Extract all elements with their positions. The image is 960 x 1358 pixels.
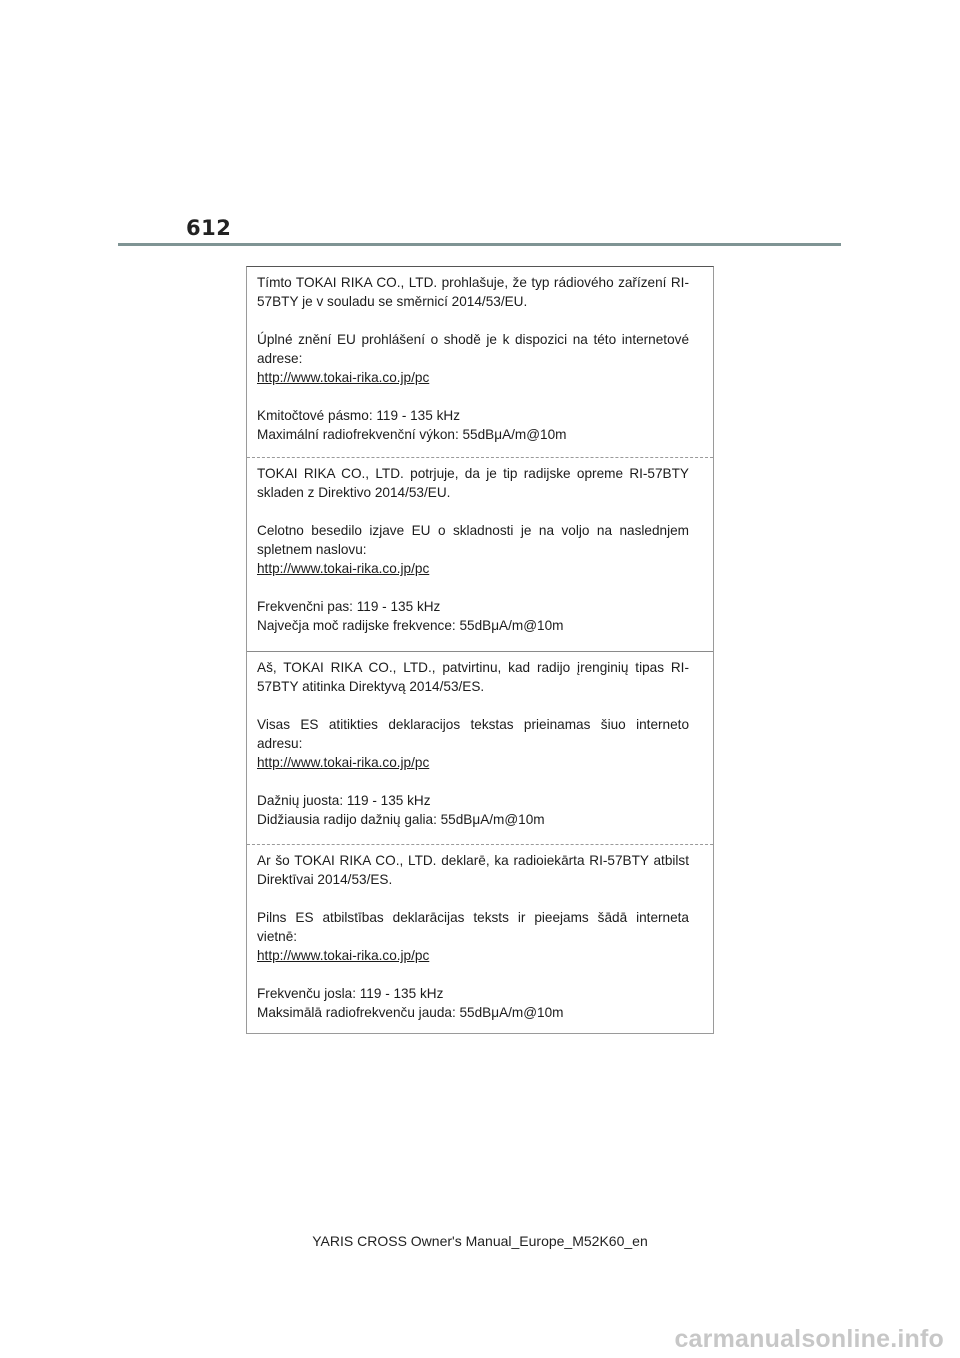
declaration-frame [246,266,714,1034]
declaration-statement: Tímto TOKAI RIKA CO., LTD. prohlašuje, že typ rádiového zařízení RI-57BTY je v souladu se směrnicí 2014/53/EU. [257,275,689,309]
frequency-band: Dažnių juosta: 119 - 135 kHz [257,793,431,808]
declaration-czech [247,267,713,457]
max-power: Maximální radiofrekvenční výkon: 55dBμA/m@10m [257,427,567,442]
frequency-band: Frekvenču josla: 119 - 135 kHz [257,986,444,1001]
page-number: 612 [186,216,232,240]
declaration-url-link[interactable]: http://www.tokai-rika.co.jp/pc [257,370,430,385]
declaration-fulltext-note: Celotno besedilo izjave EU o skladnosti je na voljo na naslednjem spletnem naslovu: [257,523,689,557]
manual-footer: YARIS CROSS Owner's Manual_Europe_M52K60_en [312,1233,648,1249]
max-power: Največja moč radijske frekvence: 55dBμA/m@10m [257,618,564,633]
max-power: Maksimālā radiofrekvenču jauda: 55dBμA/m@10m [257,1005,564,1020]
declaration-latvian [247,844,713,1034]
frequency-band: Frekvenčni pas: 119 - 135 kHz [257,599,441,614]
declaration-statement: Ar šo TOKAI RIKA CO., LTD. deklarē, ka radioiekārta RI-57BTY atbilst Direktīvai 2014/53/ES. [257,853,689,887]
header-rule [118,243,841,246]
declaration-url-link[interactable]: http://www.tokai-rika.co.jp/pc [257,561,430,576]
declaration-fulltext-note: Úplné znění EU prohlášení o shodě je k dispozici na této internetové adrese: [257,332,689,366]
declaration-lithuanian [247,651,713,844]
declaration-statement: Aš, TOKAI RIKA CO., LTD., patvirtinu, kad radijo įrenginių tipas RI-57BTY atitinka Direktyvą 2014/53/ES. [257,660,689,694]
frequency-band: Kmitočtové pásmo: 119 - 135 kHz [257,408,460,423]
max-power: Didžiausia radijo dažnių galia: 55dBμA/m@10m [257,812,545,827]
declaration-url-link[interactable]: http://www.tokai-rika.co.jp/pc [257,948,430,963]
declaration-fulltext-note: Visas ES atitikties deklaracijos tekstas prieinamas šiuo interneto adresu: [257,717,689,751]
declaration-url-link[interactable]: http://www.tokai-rika.co.jp/pc [257,755,430,770]
declaration-fulltext-note: Pilns ES atbilstības deklarācijas teksts ir pieejams šādā interneta vietnē: [257,910,689,944]
declaration-statement: TOKAI RIKA CO., LTD. potrjuje, da je tip radijske opreme RI-57BTY skladen z Direktivo 2014/53/EU. [257,466,689,500]
declaration-slovenian [247,457,713,651]
watermark: carmanualsonline.info [674,1325,944,1353]
